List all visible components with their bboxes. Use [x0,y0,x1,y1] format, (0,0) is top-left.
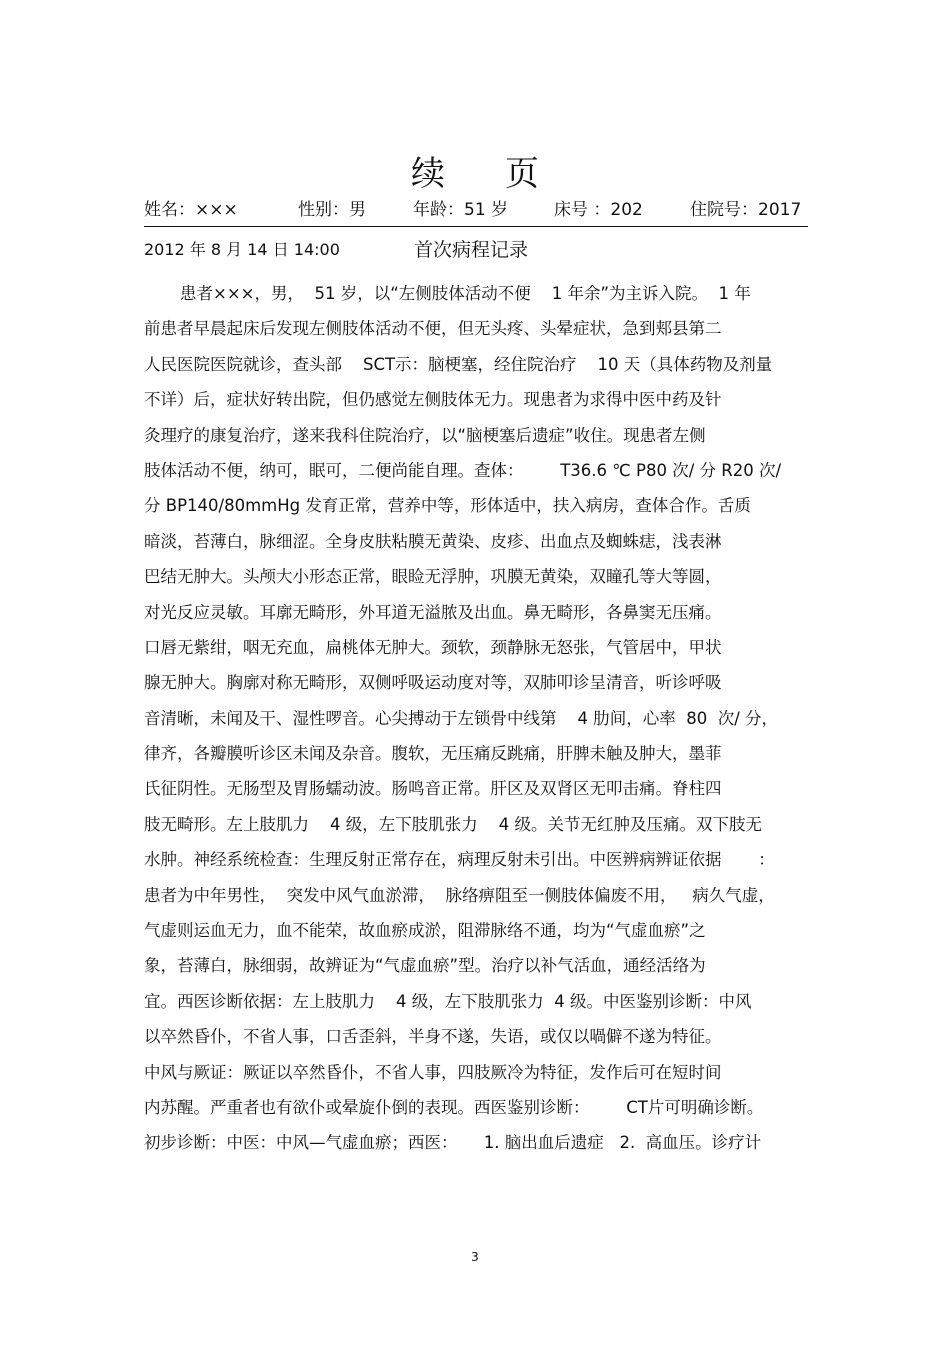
patient-age: 年龄：51 岁 [413,200,509,220]
body-line: 以卒然昏仆，不省人事，口舌歪斜，半身不遂，失语，或仅以喎僻不遂为特征。 [144,1027,722,1047]
body-line: 内苏醒。严重者也有欲仆或晕旋仆倒的表现。西医鉴别诊断： CT片可明确诊断。 [144,1097,764,1117]
body-line: 宜。西医诊断依据：左上肢肌力 4 级，左下肢肌张力 4 级。中医鉴别诊断：中风 [144,991,752,1011]
body-line: 分 BP140/80mmHg 发育正常，营养中等，形体适中，扶入病房，查体合作。舌质 [144,496,751,516]
body-line: 患者为中年男性， 突发中风气血淤滞， 脉络痹阻至一侧肢体偏废不用， 病久气虚， [144,885,775,905]
body-line: 水肿。神经系统检查：生理反射正常存在，病理反射未引出。中医辨病辨证依据 ： [144,850,775,870]
body-line: 氏征阴性。无肠型及胃肠蠕动波。肠鸣音正常。肝区及双肾区无叩击痛。脊柱四 [144,779,722,799]
body-line: 中风与厥证：厥证以卒然昏仆，不省人事，四肢厥冷为特征，发作后可在短时间 [144,1062,722,1082]
page-number: 3 [471,1250,479,1264]
body-line: 音清晰，未闻及干、湿性啰音。心尖搏动于左锁骨中线第 4 肋间，心率 80 次/ 分， [144,708,779,728]
patient-name: 姓名：××× [144,200,238,220]
body-line: 前患者早晨起床后发现左侧肢体活动不便，但无头疼、头晕症状，急到郏县第二 [144,319,722,339]
record-title: 首次病程记录 [414,239,529,261]
body-line: 暗淡，苔薄白，脉细涩。全身皮肤粘膜无黄染、皮疹、出血点及蜘蛛痣，浅表淋 [144,531,722,551]
record-datetime: 2012 年 8 月 14 日 14:00 [144,240,340,259]
body-line: 肢无畸形。左上肢肌力 4 级，左下肢肌张力 4 级。关节无红肿及压痛。双下肢无 [144,814,762,834]
body-line: 象，苔薄白，脉细弱，故辨证为“气虚血瘀”型。治疗以补气活血，通经活络为 [144,956,706,976]
body-line: 患者×××，男， 51 岁，以“左侧肢体活动不便 1 年余”为主诉入院。 1 年 [180,284,751,303]
page-title: 续页 [411,154,599,194]
body-line: 人民医院医院就诊，查头部 SCT示：脑梗塞，经住院治疗 10 天（具体药物及剂量 [144,354,773,374]
patient-info-row [144,196,808,227]
body-line: 气虚则运血无力，血不能荣，故血瘀成淤，阻滞脉络不通，均为“气虚血瘀”之 [144,921,706,941]
admission-number: 住院号：2017 [690,200,802,220]
record-body [144,276,819,1161]
body-line: 腺无肿大。胸廓对称无畸形，双侧呼吸运动度对等，双肺叩诊呈清音，听诊呼吸 [144,673,722,693]
body-line: 不详）后，症状好转出院，但仍感觉左侧肢体无力。现患者为求得中医中药及针 [144,390,722,410]
body-line: 对光反应灵敏。耳廓无畸形，外耳道无溢脓及出血。鼻无畸形，各鼻窦无压痛。 [144,602,722,622]
body-line: 初步诊断：中医：中风—气虚血瘀；西医： 1. 脑出血后遗症 2. 高血压。诊疗计 [144,1133,762,1153]
body-line: 口唇无紫绀，咽无充血，扁桃体无肿大。颈软，颈静脉无怒张，气管居中，甲状 [144,637,722,657]
body-line: 巴结无肿大。头颅大小形态正常，眼睑无浮肿，巩膜无黄染，双瞳孔等大等圆， [144,567,722,587]
body-line: 灸理疗的康复治疗，遂来我科住院治疗，以“脑梗塞后遗症”收住。现患者左侧 [144,425,706,445]
body-line: 律齐，各瓣膜听诊区未闻及杂音。腹软，无压痛反跳痛，肝脾未触及肿大，墨菲 [144,744,722,764]
body-line: 肢体活动不便，纳可，眠可，二便尚能自理。查体： T36.6 ℃ P80 次/ 分 R20 次/ [144,460,782,480]
record-header [144,236,808,264]
bed-number: 床号 ：202 [554,200,643,220]
patient-gender: 性别：男 [298,200,366,220]
